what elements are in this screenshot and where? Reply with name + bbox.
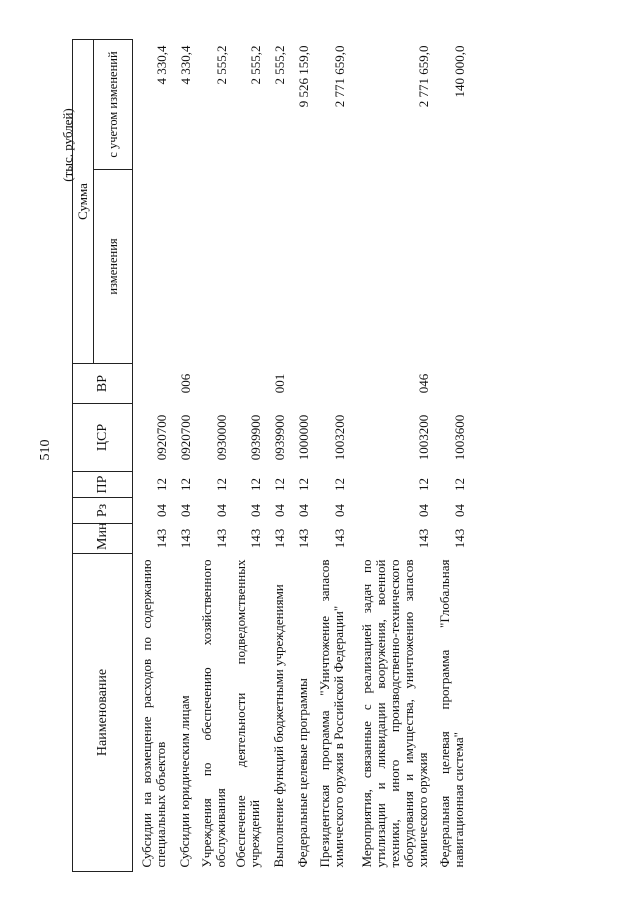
row-vr: [311, 364, 347, 404]
header-min: Мин: [73, 524, 133, 554]
table-row: [229, 40, 263, 872]
row-min: 143: [213, 528, 229, 549]
row-total: 2 555,2: [213, 45, 229, 85]
row-total: 2 771 659,0: [415, 45, 431, 108]
row-rz: 04: [247, 504, 263, 517]
row-vr: [287, 364, 311, 404]
table-row: [347, 40, 431, 872]
row-total: 140 000,0: [451, 45, 467, 98]
row-pr: 12: [153, 478, 169, 491]
row-csr: 1003200: [415, 414, 431, 461]
header-csr: ЦСР: [73, 404, 133, 472]
row-csr: 0920700: [177, 414, 193, 461]
row-pr: 12: [295, 478, 311, 491]
row-min: 143: [415, 528, 431, 549]
row-changes: [133, 170, 169, 364]
row-changes: [431, 170, 467, 364]
row-pr: 12: [415, 478, 431, 491]
table-row: [169, 40, 193, 872]
row-changes: [287, 170, 311, 364]
row-rz: 04: [415, 504, 431, 517]
row-min: 143: [331, 528, 347, 549]
row-vr: [431, 364, 467, 404]
row-csr: 0930000: [213, 414, 229, 461]
units-label: (тыс. рублей): [60, 108, 75, 182]
row-vr: 006: [177, 373, 193, 394]
table-row: [133, 40, 169, 872]
header-with-changes: с учетом изменений: [94, 40, 133, 170]
row-total: 4 330,4: [177, 45, 193, 85]
row-name: Обеспечение деятельности подведомственных учреждений: [232, 559, 262, 868]
row-min: 143: [295, 528, 311, 549]
row-name: Учреждения по обеспечению хозяйственного обслуживания: [198, 559, 228, 868]
row-pr: 12: [177, 478, 193, 491]
header-vr: ВР: [73, 364, 133, 404]
row-changes: [311, 170, 347, 364]
row-name: Субсидии на возмещение расходов по содержанию специальных объектов: [138, 559, 168, 868]
row-csr: 1003200: [331, 414, 347, 461]
row-pr: 12: [271, 478, 287, 491]
row-vr: [193, 364, 229, 404]
row-csr: 0920700: [153, 414, 169, 461]
header-sum: Сумма: [73, 40, 94, 364]
header-pr: ПР: [73, 472, 133, 498]
row-min: 143: [247, 528, 263, 549]
header-changes: изменения: [94, 170, 133, 364]
row-rz: 04: [295, 504, 311, 517]
page-number: 510: [38, 439, 53, 461]
row-name: Субсидии юридическим лицам: [176, 695, 192, 868]
row-changes: [347, 170, 431, 364]
row-csr: 0939900: [271, 414, 287, 461]
row-changes: [169, 170, 193, 364]
row-changes: [229, 170, 263, 364]
header-rz: Рз: [73, 498, 133, 524]
table-row: [263, 40, 287, 872]
row-name: Мероприятия, связанные с реализацией задач по утилизации и ликвидации вооружения, военной техники, иного производственно-технического оборудования и имущества, уничтожению запасов химического оружия: [358, 559, 430, 868]
row-name: Выполнение функций бюджетными учреждениями: [270, 584, 286, 868]
row-vr: 046: [415, 373, 431, 394]
row-csr: 1000000: [295, 414, 311, 461]
row-changes: [193, 170, 229, 364]
row-vr: [229, 364, 263, 404]
table-row: [311, 40, 347, 872]
header-name: Наименование: [73, 554, 133, 872]
row-pr: 12: [213, 478, 229, 491]
row-name: Президентская программа "Уничтожение запасов химического оружия в Российской Федерации": [316, 559, 346, 868]
row-csr: 0939900: [247, 414, 263, 461]
row-vr: 001: [271, 373, 287, 394]
row-total: 2 555,2: [271, 45, 287, 85]
row-rz: 04: [271, 504, 287, 517]
row-min: 143: [177, 528, 193, 549]
row-rz: 04: [153, 504, 169, 517]
row-total: 2 771 659,0: [331, 45, 347, 108]
row-pr: 12: [451, 478, 467, 491]
row-total: 2 555,2: [247, 45, 263, 85]
row-name: Федеральные целевые программы: [294, 678, 310, 868]
row-total: 4 330,4: [153, 45, 169, 85]
budget-table: [72, 39, 467, 872]
row-rz: 04: [331, 504, 347, 517]
table-row: [193, 40, 229, 872]
row-name: Федеральная целевая программа "Глобальная навигационная система": [436, 559, 466, 868]
row-pr: 12: [331, 478, 347, 491]
row-total: 9 526 159,0: [295, 45, 311, 108]
row-rz: 04: [177, 504, 193, 517]
row-csr: 1003600: [451, 414, 467, 461]
row-rz: 04: [213, 504, 229, 517]
row-min: 143: [451, 528, 467, 549]
row-rz: 04: [451, 504, 467, 517]
row-min: 143: [271, 528, 287, 549]
row-min: 143: [153, 528, 169, 549]
row-vr: [133, 364, 169, 404]
row-changes: [263, 170, 287, 364]
row-pr: 12: [247, 478, 263, 491]
table-row: [287, 40, 311, 872]
table-row: [431, 40, 467, 872]
